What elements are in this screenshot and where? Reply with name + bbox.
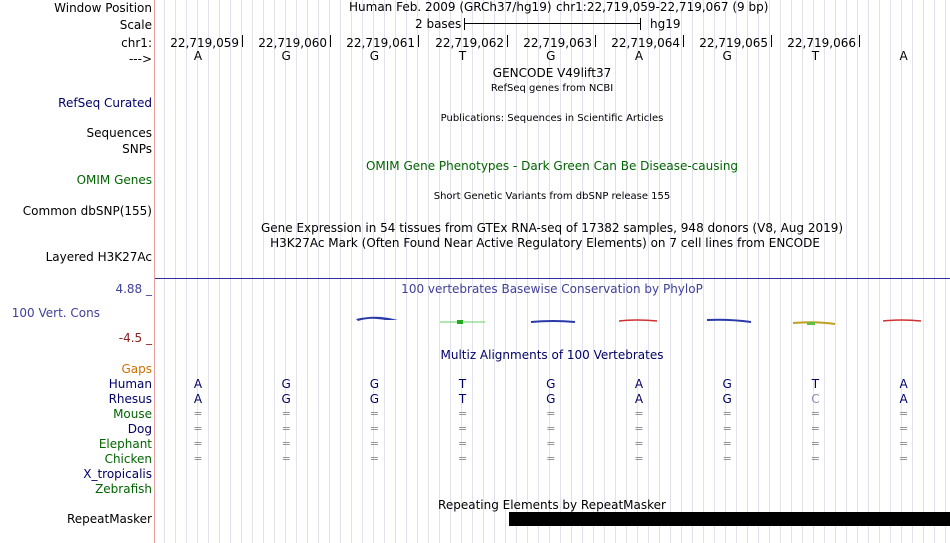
human-base: T — [458, 377, 467, 391]
grid-line — [472, 0, 473, 543]
coordinate-label: 22,719,063 — [523, 36, 592, 50]
species-human-label: Human — [108, 377, 152, 391]
assembly-title: Human Feb. 2009 (GRCh37/hg19) — [349, 0, 552, 14]
species-match-symbol: = — [810, 452, 820, 465]
grid-line — [890, 0, 891, 543]
grid-line — [769, 0, 770, 543]
coordinate-tick — [771, 35, 772, 47]
multiz-track-title: Multiz Alignments of 100 Vertebrates — [440, 348, 664, 362]
common-dbsnp-label[interactable]: Common dbSNP(155) — [22, 204, 152, 218]
grid-line — [945, 0, 946, 543]
species-match-symbol: = — [369, 452, 379, 465]
phylop-mark-t-box — [457, 320, 463, 324]
publications-track-desc: Publications: Sequences in Scientific Articles — [440, 113, 664, 124]
base-letter: A — [193, 49, 203, 63]
grid-line — [263, 0, 264, 543]
species-match-symbol: = — [546, 407, 556, 420]
snps-label[interactable]: SNPs — [122, 142, 152, 156]
human-base: G — [369, 377, 380, 391]
rhesus-base: A — [899, 392, 908, 406]
grid-line — [758, 0, 759, 543]
human-base: G — [546, 377, 556, 391]
species-zebrafish-label: Zebrafish — [95, 482, 152, 496]
gencode-track-title: GENCODE V49lift37 — [492, 66, 612, 80]
phylop-mark-a — [619, 320, 657, 321]
grid-line — [340, 0, 341, 543]
species-match-symbol: = — [193, 422, 203, 435]
phylop-mark-g1 — [356, 317, 398, 321]
conservation-separator — [155, 278, 950, 279]
grid-line — [241, 0, 242, 543]
browser-image[interactable] — [155, 0, 950, 543]
coordinate-label: 22,719,065 — [699, 36, 768, 50]
species-match-symbol: = — [546, 422, 556, 435]
species-match-symbol: = — [898, 437, 909, 450]
grid-line — [384, 0, 385, 543]
human-base: A — [634, 377, 644, 391]
phylop-mark-g2 — [531, 321, 575, 322]
grid-line — [208, 0, 209, 543]
grid-line — [395, 0, 396, 543]
rhesus-base: A — [634, 392, 644, 406]
scale-bar-db: hg19 — [650, 17, 681, 31]
species-match-symbol: = — [369, 422, 379, 435]
grid-line — [802, 0, 803, 543]
grid-line — [934, 0, 935, 543]
species-match-symbol: = — [457, 437, 468, 450]
grid-line — [615, 0, 616, 543]
gtex-track-desc: Gene Expression in 54 tissues from GTEx RNA-seq of 17382 samples, 948 donors (V8, Aug 2019) — [260, 221, 844, 235]
grid-line — [714, 0, 715, 543]
species-match-symbol: = — [457, 422, 468, 435]
base-letter: G — [722, 49, 732, 63]
human-base: G — [722, 377, 732, 391]
grid-line — [318, 0, 319, 543]
grid-line — [648, 0, 649, 543]
species-match-symbol: = — [634, 422, 644, 435]
window-position-label: Window Position — [54, 1, 152, 15]
repeatmasker-element[interactable] — [509, 512, 950, 526]
omim-track-desc: OMIM Gene Phenotypes - Dark Green Can Be Disease-causing — [365, 159, 739, 173]
rhesus-base: C — [811, 392, 820, 406]
grid-line — [252, 0, 253, 543]
grid-line — [747, 0, 748, 543]
human-base: T — [811, 377, 820, 391]
coordinate-tick — [330, 35, 331, 47]
scale-label: Scale — [119, 18, 152, 32]
grid-line — [791, 0, 792, 543]
phylop-plot — [155, 308, 950, 332]
coordinate-label: 22,719,059 — [170, 36, 239, 50]
grid-line — [692, 0, 693, 543]
species-match-symbol: = — [722, 422, 732, 435]
species-match-symbol: = — [193, 452, 203, 465]
species-elephant-label: Elephant — [98, 437, 152, 451]
grid-line — [659, 0, 660, 543]
grid-line — [439, 0, 440, 543]
coordinate-label: 22,719,062 — [435, 36, 504, 50]
species-match-symbol: = — [193, 437, 203, 450]
phylop-mark-a2 — [883, 320, 921, 321]
base-letter: G — [281, 49, 291, 63]
phylop-mark-g3 — [707, 320, 751, 322]
repeatmasker-label[interactable]: RepeatMasker — [66, 512, 152, 526]
species-match-symbol: = — [634, 407, 644, 420]
grid-line — [736, 0, 737, 543]
species-match-symbol: = — [898, 422, 909, 435]
coordinate-tick — [418, 35, 419, 47]
species-match-symbol: = — [193, 407, 203, 420]
coordinate-tick — [242, 35, 243, 47]
grid-line — [868, 0, 869, 543]
species-match-symbol: = — [722, 452, 732, 465]
coordinate-label: 22,719,066 — [787, 36, 856, 50]
species-match-symbol: = — [722, 407, 732, 420]
grid-line — [428, 0, 429, 543]
grid-line — [780, 0, 781, 543]
grid-line — [835, 0, 836, 543]
species-match-symbol: = — [281, 452, 291, 465]
gaps-label[interactable]: Gaps — [121, 362, 152, 376]
coordinate-tick — [595, 35, 596, 47]
species-match-symbol: = — [457, 407, 468, 420]
grid-line — [857, 0, 858, 543]
scale-bar-right-tick — [640, 18, 641, 30]
strand-toggle[interactable]: ---> — [128, 52, 152, 66]
species-match-symbol: = — [810, 422, 820, 435]
scale-bar — [464, 23, 641, 24]
human-base: A — [899, 377, 908, 391]
grid-line — [703, 0, 704, 543]
base-letter: T — [458, 49, 467, 63]
repeatmasker-track-title: Repeating Elements by RepeatMasker — [438, 498, 666, 512]
species-dog-label: Dog — [127, 422, 152, 436]
base-letter: G — [546, 49, 556, 63]
species-match-symbol: = — [546, 437, 556, 450]
species-match-symbol: = — [810, 407, 820, 420]
species-match-symbol: = — [898, 407, 909, 420]
grid-line — [824, 0, 825, 543]
grid-line — [274, 0, 275, 543]
grid-line — [681, 0, 682, 543]
position-readout: chr1:22,719,059-22,719,067 (9 bp) — [556, 0, 769, 14]
coordinate-label: 22,719,061 — [346, 36, 415, 50]
grid-line — [846, 0, 847, 543]
grid-line — [912, 0, 913, 543]
rhesus-base: G — [281, 392, 291, 406]
grid-line — [219, 0, 220, 543]
grid-line — [186, 0, 187, 543]
grid-line — [351, 0, 352, 543]
chrom-label: chr1: — [121, 36, 152, 50]
coordinate-label: 22,719,060 — [258, 36, 327, 50]
track-labels — [0, 0, 155, 543]
omim-genes-label[interactable]: OMIM Genes — [76, 173, 152, 187]
human-base: A — [193, 377, 203, 391]
species-match-symbol: = — [810, 437, 820, 450]
species-chicken-label: Chicken — [104, 452, 152, 466]
grid-line — [670, 0, 671, 543]
species-match-symbol: = — [281, 407, 291, 420]
refseq-curated-label[interactable]: RefSeq Curated — [58, 96, 152, 110]
species-match-symbol: = — [369, 407, 379, 420]
species-match-symbol: = — [546, 452, 556, 465]
grid-line — [230, 0, 231, 543]
refseq-track-desc: RefSeq genes from NCBI — [490, 83, 614, 94]
base-letter: A — [899, 49, 908, 63]
species-match-symbol: = — [281, 422, 291, 435]
conservation-max-label: 4.88 _ — [115, 282, 152, 296]
grid-line — [362, 0, 363, 543]
grid-line — [483, 0, 484, 543]
species-match-symbol: = — [457, 452, 468, 465]
species-rhesus-label: Rhesus — [108, 392, 152, 406]
phylop-track-title: 100 vertebrates Basewise Conservation by PhyloP — [401, 282, 703, 296]
scale-bar-left-tick — [464, 18, 465, 30]
species-xtropicalis-label: X_tropicalis — [83, 467, 152, 481]
base-letter: T — [811, 49, 820, 63]
conservation-min-label: -4.5 _ — [118, 331, 152, 345]
rhesus-base: G — [722, 392, 732, 406]
grid-line — [296, 0, 297, 543]
species-match-symbol: = — [722, 437, 732, 450]
sequences-label[interactable]: Sequences — [86, 126, 152, 140]
base-letter: G — [369, 49, 380, 63]
species-match-symbol: = — [634, 452, 644, 465]
species-match-symbol: = — [634, 437, 644, 450]
grid-line — [626, 0, 627, 543]
species-match-symbol: = — [898, 452, 909, 465]
grid-line — [164, 0, 165, 543]
coordinate-label: 22,719,064 — [611, 36, 680, 50]
species-match-symbol: = — [369, 437, 379, 450]
grid-line — [307, 0, 308, 543]
phylop-mark-t2-box — [807, 322, 815, 325]
grid-line — [406, 0, 407, 543]
dbsnp-track-desc: Short Genetic Variants from dbSNP release 155 — [433, 191, 671, 202]
species-match-symbol: = — [281, 437, 291, 450]
rhesus-base: G — [546, 392, 556, 406]
coordinate-tick — [507, 35, 508, 47]
base-letter: A — [634, 49, 644, 63]
grid-line — [450, 0, 451, 543]
grid-line — [923, 0, 924, 543]
vert-cons-label[interactable]: 100 Vert. Cons — [11, 306, 100, 320]
rhesus-base: A — [193, 392, 203, 406]
h3k27ac-track-desc: H3K27Ac Mark (Often Found Near Active Regulatory Elements) on 7 cell lines from ENCODE — [270, 236, 820, 250]
human-base: G — [281, 377, 291, 391]
grid-line — [175, 0, 176, 543]
scale-bar-text: 2 bases — [415, 17, 462, 31]
species-mouse-label: Mouse — [113, 407, 152, 421]
coordinate-tick — [859, 35, 860, 47]
grid-line — [879, 0, 880, 543]
coordinate-tick — [683, 35, 684, 47]
rhesus-base: T — [458, 392, 467, 406]
grid-line — [329, 0, 330, 543]
rhesus-base: G — [369, 392, 380, 406]
grid-line — [417, 0, 418, 543]
layered-h3k27ac-label[interactable]: Layered H3K27Ac — [45, 250, 152, 264]
